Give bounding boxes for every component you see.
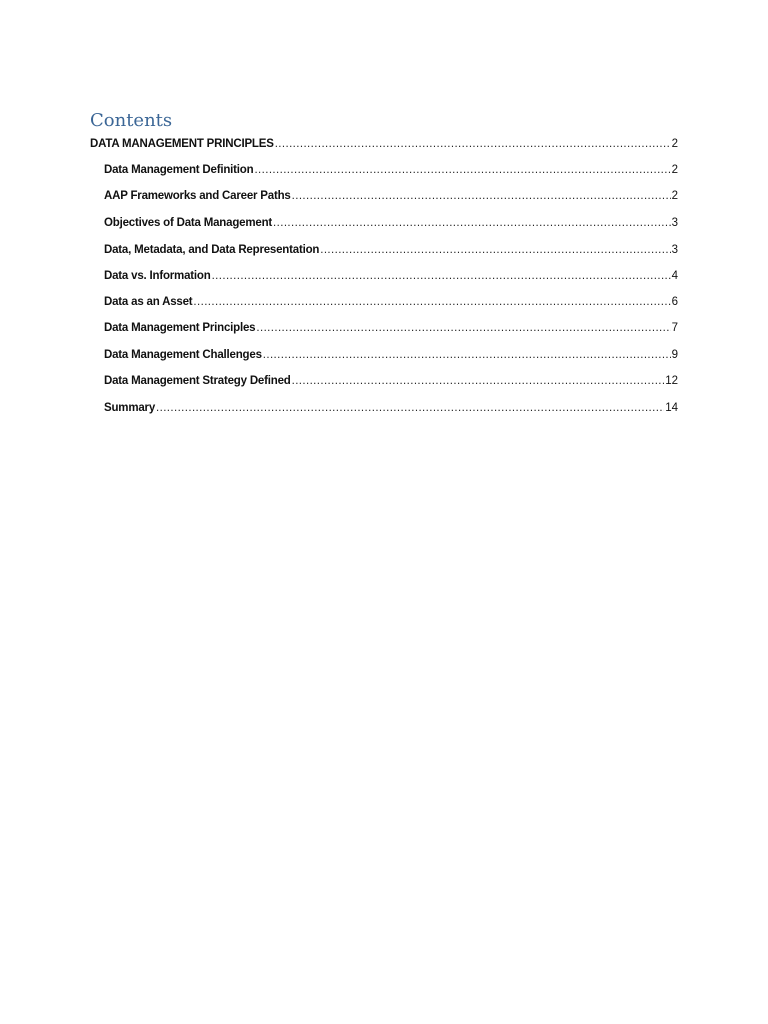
toc-entry-label: Summary bbox=[104, 402, 156, 414]
toc-entry-challenges[interactable] bbox=[104, 347, 678, 363]
toc-entry-page-number: 3 bbox=[671, 217, 678, 229]
dot-leader bbox=[275, 136, 671, 152]
toc-entry-summary[interactable] bbox=[104, 400, 678, 416]
toc-entry-page-number: 2 bbox=[671, 190, 678, 202]
toc-entry-data-metadata[interactable] bbox=[104, 242, 678, 258]
toc-entry-page-number: 2 bbox=[671, 164, 678, 176]
dot-leader bbox=[292, 188, 671, 204]
toc-entry-label: AAP Frameworks and Career Paths bbox=[104, 190, 291, 202]
toc-entry-label: Data vs. Information bbox=[104, 270, 211, 282]
toc-entry-page-number: 9 bbox=[671, 349, 678, 361]
toc-entry-aap-frameworks[interactable] bbox=[104, 188, 678, 204]
dot-leader bbox=[256, 320, 670, 336]
toc-entry-data-management-principles-sub[interactable] bbox=[104, 320, 678, 336]
toc-entry-label: Objectives of Data Management bbox=[104, 217, 273, 229]
toc-entry-page-number: 12 bbox=[665, 375, 678, 387]
dot-leader bbox=[273, 215, 671, 231]
dot-leader bbox=[263, 347, 671, 363]
toc-entry-data-vs-information[interactable] bbox=[104, 268, 678, 284]
toc-entry-label: Data Management Challenges bbox=[104, 349, 262, 361]
toc-title: Contents bbox=[90, 110, 173, 131]
toc-entry-page-number: 2 bbox=[671, 138, 678, 150]
toc-entry-label: DATA MANAGEMENT PRINCIPLES bbox=[90, 138, 274, 150]
toc-entry-data-management-definition[interactable] bbox=[104, 162, 678, 178]
toc-entry-label: Data, Metadata, and Data Representation bbox=[104, 244, 320, 256]
toc-entry-page-number: 7 bbox=[671, 322, 678, 334]
dot-leader bbox=[193, 294, 670, 310]
toc-entry-label: Data Management Definition bbox=[104, 164, 254, 176]
dot-leader bbox=[254, 162, 670, 178]
toc-entry-data-as-asset[interactable] bbox=[104, 294, 678, 310]
toc-entry-objectives[interactable] bbox=[104, 215, 678, 231]
toc-entry-label: Data Management Strategy Defined bbox=[104, 375, 291, 387]
toc-entry-data-management-principles[interactable] bbox=[90, 136, 678, 152]
dot-leader bbox=[156, 400, 664, 416]
toc-entry-label: Data Management Principles bbox=[104, 322, 256, 334]
toc-entry-page-number: 3 bbox=[671, 244, 678, 256]
toc-entry-page-number: 4 bbox=[671, 270, 678, 282]
toc-entry-page-number: 14 bbox=[665, 402, 678, 414]
toc-entry-strategy-defined[interactable] bbox=[104, 373, 678, 389]
toc-entry-label: Data as an Asset bbox=[104, 296, 193, 308]
toc-entry-page-number: 6 bbox=[671, 296, 678, 308]
dot-leader bbox=[320, 242, 670, 258]
dot-leader bbox=[292, 373, 665, 389]
dot-leader bbox=[212, 268, 671, 284]
